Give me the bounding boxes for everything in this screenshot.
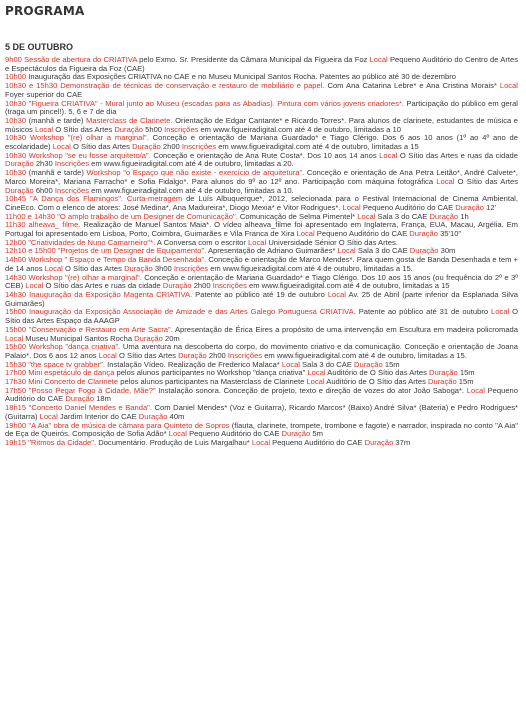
event-highlight-text: 10h45 "A Dança dos Flamingos". Curta-metragem bbox=[5, 194, 183, 204]
event-text: em www.figueiradigital.com até 4 de outubro, limitadas a 15. bbox=[208, 263, 413, 273]
event-highlight-text: Local bbox=[307, 368, 326, 378]
event-highlight-text: 12h10 e 15h00 "Projetos de um Designer de Equipamento". bbox=[5, 246, 207, 256]
event-highlight-text: Duração bbox=[162, 281, 192, 291]
event-text: Sala 3 do CAE bbox=[355, 246, 410, 256]
event-highlight-text: 11h30 alheava_ filme. bbox=[5, 220, 81, 230]
event-text: (manhã e tarde) bbox=[26, 168, 87, 178]
event-highlight-text: Inscrições bbox=[212, 281, 247, 291]
event-entry bbox=[5, 82, 518, 99]
event-highlight-text: Local bbox=[379, 150, 398, 160]
event-text: (manhã e tarde) bbox=[26, 115, 87, 125]
event-highlight-text: 17h50 "Posso Pegar Fogo à Cidade, Mãe?" bbox=[5, 385, 156, 395]
event-entry bbox=[5, 343, 518, 360]
event-highlight-text: 17h00 Mini espetáculo de dança bbox=[5, 368, 115, 378]
event-text: 3h00 bbox=[152, 263, 174, 273]
event-highlight-text: 10h00 bbox=[5, 72, 27, 82]
event-text: Apresentação de Érica Eires a propósito de uma intervenção em Escultura em madeira policromada bbox=[172, 324, 518, 334]
event-highlight-text: Duração bbox=[124, 263, 153, 273]
event-text: Documentário. Produção de Luis Margalhau* bbox=[96, 437, 252, 447]
event-highlight-text: 10h30 bbox=[5, 115, 27, 125]
event-highlight-text: Local bbox=[44, 263, 63, 273]
event-highlight-text: Inscrições bbox=[173, 263, 209, 273]
event-text: 2h30 bbox=[33, 159, 55, 169]
event-highlight-text: Local bbox=[357, 211, 376, 221]
event-entry bbox=[5, 256, 518, 273]
event-text: 2h00 bbox=[160, 142, 182, 152]
event-highlight-text: Duração bbox=[429, 211, 459, 221]
event-text: Auditório de O Sítio das Artes bbox=[325, 368, 430, 378]
event-highlight-text: Inscrições bbox=[227, 350, 263, 360]
event-text: O Sítio das Artes bbox=[116, 350, 179, 360]
event-text: Av. 25 de Abril (parte inferior da Esplanada Silva Guimarães) bbox=[5, 289, 518, 308]
event-text: 5h00 bbox=[143, 124, 165, 134]
event-text: Orientação de Edgar Cantante* e Ricardo Torres*. Para alunos de clarinete, estudantes de música e músicos bbox=[5, 115, 518, 134]
event-text: Pequeno Auditório do CAE bbox=[314, 229, 410, 239]
event-text: Auditório de O Sítio das Artes bbox=[324, 377, 428, 387]
event-highlight-text: 19h00 "A Aia" obra de música de câmara para Quinteto de Sopros bbox=[5, 420, 230, 430]
event-entry bbox=[5, 308, 518, 325]
event-text: Patente ao público até 31 de outubro bbox=[355, 307, 491, 317]
event-highlight-text: Duração bbox=[132, 142, 161, 152]
event-highlight-text: Local bbox=[466, 385, 485, 395]
event-highlight-text: 14h30 Inauguração da Exposição Magenta CRIATIVA. bbox=[5, 289, 193, 299]
event-text: em www.figueiradigital.com até 4 de outubro, limitadas a 20. bbox=[89, 159, 294, 169]
event-text: de Luís Albuquerque*, 2012, selecionada para o Festival Internacional de Cinema Ambiental, CineEco. Com o elenco de atores: José Medina*, Ana Madureira*, Diogo Mexia* e Vitor Rodrigues*. bbox=[5, 194, 518, 212]
event-text: 2h00 bbox=[206, 350, 228, 360]
event-entry bbox=[5, 56, 518, 73]
event-text: Pequeno Auditório do CAE bbox=[5, 385, 518, 404]
event-highlight-text: Local bbox=[306, 377, 325, 387]
event-text: Conceção e orientação de Ana Rute Costa*. Dos 10 aos 14 anos bbox=[150, 150, 380, 160]
event-highlight-text: 10h30 e 15h30 Demonstração de técnicas de conservação e restauro de mobiliário e papel. bbox=[5, 81, 325, 91]
event-highlight-text: 10h30 bbox=[5, 168, 27, 178]
event-text: O Sítio das Artes Espaço da AAAGP bbox=[5, 307, 518, 326]
event-highlight-text: Duração bbox=[5, 185, 34, 195]
event-text: Conceção e orientação de Mariana Guardado* e Tiago Clérigo. Dos 6 aos 10 anos (1º ao 4º ano de escolaridade) bbox=[5, 133, 518, 152]
event-highlight-text: Local bbox=[39, 411, 58, 421]
event-highlight-text: Duração bbox=[5, 159, 34, 169]
event-highlight-text: Inscrições bbox=[164, 124, 199, 134]
event-highlight-text: Duração bbox=[429, 368, 458, 378]
event-text: em www.figueiradigital.com até 4 de outubro, limitadas a 10. bbox=[89, 185, 294, 195]
event-text: 15m bbox=[457, 368, 475, 378]
event-text: Conceção e orientação de Ana Petra Leitão*, André Calvete*, Marco Moreira*, Mariana Farracho* e Sofia Fidalgo*. Para alunos do 9º ao 12º ano. Participação com máquina fotográfica bbox=[5, 168, 519, 186]
event-highlight-text: Duração bbox=[281, 429, 311, 439]
event-text: O Sítio das Artes e ruas da cidade bbox=[43, 281, 163, 291]
event-text: 15m bbox=[382, 359, 400, 369]
event-text: Comunicação de Selma Pimentel* bbox=[237, 211, 358, 221]
event-text: 20m bbox=[162, 333, 180, 343]
event-highlight-text: Duração bbox=[364, 437, 394, 447]
event-highlight-text: Duração bbox=[178, 350, 207, 360]
event-highlight-text: Local bbox=[251, 437, 271, 447]
event-text: Uma aventura na descoberta do corpo, do movimento criativo e da comunicação. Conceção e orientação de Joana Palaio*. Dos 6 aos 12 anos bbox=[5, 342, 518, 360]
event-text: A Conversa com o escritor bbox=[155, 237, 249, 247]
event-entry bbox=[5, 134, 518, 151]
event-text: Inauguração das Exposições CRIATIVA no CAE e no Museu Municipal Santos Rocha. Patentes ao público até 30 de dezembro bbox=[26, 72, 456, 82]
event-text: 12' bbox=[483, 202, 496, 212]
date-heading: 5 DE OUTUBRO bbox=[5, 42, 74, 52]
event-text: Foyer superior do CAE bbox=[5, 89, 83, 99]
event-highlight-text: Duração bbox=[409, 229, 438, 239]
event-text: 18m bbox=[94, 394, 111, 404]
event-text: em www.figueiradigital.com até 4 de outubro, limitadas a 15 bbox=[246, 281, 450, 291]
event-highlight-text: Local bbox=[296, 229, 315, 239]
event-highlight-text: Duração bbox=[138, 411, 168, 421]
event-highlight-text: 9h00 Sessão de abertura do CRIATIVA bbox=[5, 55, 137, 64]
event-text: 37m bbox=[393, 437, 411, 447]
event-highlight-text: Local bbox=[25, 281, 44, 291]
event-text: pelo Exmo. Sr. Presidente da Câmara Municipal da Figueira da Foz bbox=[136, 55, 370, 64]
event-text: pelos alunos participantes no Workshop "dança criativa" bbox=[114, 368, 308, 378]
event-highlight-text: Duração bbox=[455, 202, 484, 212]
event-text: 30m bbox=[438, 246, 456, 256]
event-highlight-text: Local bbox=[34, 124, 54, 134]
event-entry bbox=[5, 422, 518, 439]
event-text: 1h bbox=[458, 211, 469, 221]
event-highlight-text: Local bbox=[491, 307, 510, 317]
event-highlight-text: Local bbox=[499, 81, 518, 91]
event-list bbox=[5, 56, 518, 448]
event-text: 5m bbox=[310, 429, 323, 439]
event-text: Participação do público em geral (traga um pincel!). 5, 6 e 7 de dia bbox=[5, 98, 518, 117]
event-highlight-text: Local bbox=[369, 55, 388, 64]
event-highlight-text: Local bbox=[168, 429, 187, 439]
event-highlight-text: Local bbox=[5, 333, 24, 343]
event-entry bbox=[5, 387, 518, 404]
event-text: Pequeno Auditório do CAE bbox=[270, 437, 365, 447]
event-entry bbox=[5, 439, 518, 448]
event-text: Instalação Vídeo. Realização de Frederico Malaca* bbox=[104, 359, 282, 369]
event-highlight-text: Duração bbox=[134, 333, 163, 343]
event-highlight-text: Local bbox=[248, 237, 267, 247]
event-highlight-text: Local bbox=[436, 176, 455, 186]
event-text: pelos alunos participantes na Masterclass de Clarinete bbox=[118, 377, 307, 387]
event-highlight-text: Local bbox=[98, 350, 117, 360]
page-title: PROGRAMA bbox=[5, 4, 85, 18]
event-text: 2h00 bbox=[191, 281, 213, 291]
event-text: Patente ao público até 19 de outubro bbox=[192, 289, 328, 299]
event-highlight-text: Duração bbox=[114, 124, 144, 134]
event-highlight-text: Local bbox=[52, 142, 71, 152]
event-text: 15m bbox=[456, 377, 474, 387]
event-highlight-text: Local bbox=[337, 246, 356, 256]
event-highlight-text: 11h00 e 14h30 "O amplo trabalho de um Designer de Comunicação". bbox=[5, 211, 238, 221]
event-highlight-text: 18h15 "Concerto Daniel Mendes e Banda". bbox=[5, 403, 152, 413]
event-text: Jardim Interior do CAE bbox=[57, 411, 139, 421]
event-entry bbox=[5, 326, 518, 343]
event-text: Museu Municipal Santos Rocha bbox=[23, 333, 135, 343]
event-highlight-text: 17h30 Mini Concerto de Clarinete bbox=[5, 377, 119, 387]
event-text: Sala 3 do CAE bbox=[375, 211, 430, 221]
event-highlight-text: Local bbox=[281, 359, 300, 369]
event-text: Conceção e orientação de Mariana Guardado* e Tiago Clérigo. Dos 10 aos 15 anos (ou frequência do 2º e 3º CEB) bbox=[5, 272, 518, 291]
event-text: Conceção e orientação de Marco Mendes*. Para quem gosta de Banda Desenhada e tem + de 14 anos bbox=[5, 255, 518, 273]
event-entry bbox=[5, 152, 518, 169]
event-highlight-text: 14h00 Workshop " Espaço e Tempo da Banda Desenhada". bbox=[5, 255, 207, 265]
event-text: Instalação sonora. Conceção de projeto, texto e direção de vozes do ator João Saboga*. bbox=[155, 385, 467, 395]
event-highlight-text: Workshop "o Espaço que não existe - exercício de arquitetura". bbox=[86, 168, 305, 178]
event-entry bbox=[5, 195, 518, 212]
event-text: Pequeno Auditório do CAE bbox=[186, 429, 282, 439]
event-highlight-text: 10h30 Workshop "(re) olhar a marginal". bbox=[5, 133, 149, 143]
event-entry bbox=[5, 291, 518, 308]
event-text: em www.figueiradigital.com até 4 de outubro, limitadas a 15 bbox=[216, 142, 419, 152]
event-highlight-text: 10h30 Workshop "se eu fosse arquiteto/a". bbox=[5, 150, 151, 160]
event-highlight-text: Duração bbox=[354, 359, 383, 369]
event-highlight-text: Inscrições bbox=[54, 185, 90, 195]
event-entry bbox=[5, 274, 518, 291]
event-text: O Sítio das Artes bbox=[70, 142, 133, 152]
event-text: 40m bbox=[167, 411, 185, 421]
event-entry bbox=[5, 117, 518, 134]
event-highlight-text: Duração bbox=[409, 246, 439, 256]
event-text: 35'10'' bbox=[437, 229, 462, 239]
event-highlight-text: Duração bbox=[427, 377, 457, 387]
event-text: em www.figueiradigital.com até 4 de outubro, limitadas a 15. bbox=[262, 350, 467, 360]
event-text: Com Ana Catarina Lebre* e Ana Cristina Morais* bbox=[324, 81, 500, 91]
event-highlight-text: 14h30 Workshop "(re) olhar a marginal". bbox=[5, 272, 142, 282]
event-text: O Sítio das Artes bbox=[454, 176, 519, 186]
event-text: O Sítio das Artes bbox=[53, 124, 115, 134]
event-text: (flauta, clarinete, trompete, trombone e fagote) e narrador, inspirada no conto "A Aia" de Eça de Queirós. Composição de Sofia Adão* bbox=[5, 420, 518, 439]
event-highlight-text: Local bbox=[327, 289, 346, 299]
event-entry bbox=[5, 169, 518, 195]
event-text: Universidade Sénior O Sítio das Artes. bbox=[266, 237, 398, 247]
event-text: O Sítio das Artes bbox=[62, 263, 125, 273]
event-highlight-text: Inscrições bbox=[181, 142, 217, 152]
event-entry bbox=[5, 100, 518, 117]
event-highlight-text: 10h30 "Figueira CRIATIVA" - Mural junto ao Museu (escadas para as Abadias). Pintura com vários jovens criadores*. bbox=[5, 98, 404, 108]
event-entry bbox=[5, 404, 518, 421]
event-text: Com Daniel Mendes* (Voz e Guitarra), Ricardo Marcos* (Baixo) André Silva* (Bateria) e Pedro Rodrigues* (Guitarra) bbox=[5, 403, 518, 421]
event-highlight-text: 19h15 "Ritmos da Cidade". bbox=[5, 437, 97, 447]
event-text: Sala 3 do CAE bbox=[300, 359, 355, 369]
event-text: Realização de Manuel Santos Maia*. O vídeo alheava_filme foi apresentado em Inglaterra, França, EUA, Macau, Argélia. Em Portugal foi apresentado em Lisboa, Porto, Coimbra, Guimarães e Vila Franca de Xira bbox=[5, 220, 518, 239]
event-entry bbox=[5, 221, 518, 238]
event-text: Pequeno Auditório do Centro de Artes e Espectáculos da Figueira da Foz (CAE) bbox=[5, 55, 518, 73]
event-highlight-text: 15h00 Workshop "dança criativa". bbox=[5, 342, 121, 352]
event-highlight-text: Inscrições bbox=[54, 159, 90, 169]
event-highlight-text: Local bbox=[342, 202, 361, 212]
event-highlight-text: 12h00 "Criatividades de Nuno Camarneiro"*. bbox=[5, 237, 156, 247]
event-text: O Sítio das Artes e ruas da cidade bbox=[397, 150, 518, 160]
event-highlight-text: 15h00 "Conservação e Restauro em Arte Sacra". bbox=[5, 324, 173, 334]
event-highlight-text: Masterclass de Clarinete. bbox=[86, 115, 173, 125]
event-highlight-text: 15h00 Inauguração da Exposição Associação de Amizade e das Artes Galego Portuguesa CRIATIVA. bbox=[5, 307, 356, 317]
event-highlight-text: Duração bbox=[65, 394, 95, 404]
event-text: Pequeno Auditório do CAE bbox=[360, 202, 456, 212]
event-highlight-text: 15h30 "the space tv grabber". bbox=[5, 359, 105, 369]
event-text: 6h00 bbox=[33, 185, 55, 195]
event-text: em www.figueiradigital.com até 4 de outubro, limitadas a 10 bbox=[198, 124, 401, 134]
event-text: Apresentação de Adriano Guimarães* bbox=[206, 246, 338, 256]
